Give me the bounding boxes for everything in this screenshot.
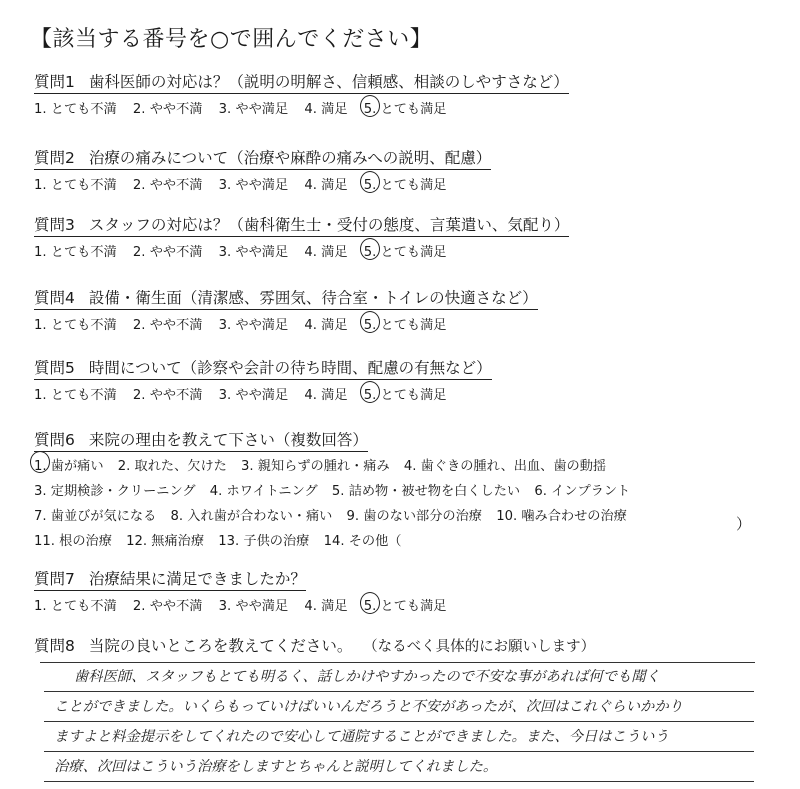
reason-2[interactable]: 2. 取れた、欠けた bbox=[117, 459, 227, 474]
reason-white-fillings[interactable]: 5. 詰め物・被せ物を白くしたい bbox=[331, 484, 521, 499]
option-2[interactable]: 2. やや不満 bbox=[132, 388, 203, 403]
reason-1-circled[interactable]: 1. 歯が痛い bbox=[34, 454, 104, 479]
question-8 bbox=[34, 634, 595, 656]
question-4 bbox=[34, 286, 538, 333]
question-text: 来院の理由を教えて下さい（複数回答） bbox=[88, 431, 368, 449]
option-4[interactable]: 4. 満足 bbox=[304, 318, 348, 333]
question-title bbox=[34, 213, 569, 237]
option-2[interactable]: 2. やや不満 bbox=[132, 102, 203, 117]
answer-options bbox=[34, 384, 492, 403]
reason-4[interactable]: 4. 歯ぐきの腫れ、出血、歯の動揺 bbox=[403, 459, 607, 474]
option-1[interactable]: 1. とても不満 bbox=[34, 388, 117, 403]
answer-options bbox=[34, 98, 569, 117]
reason-implant[interactable]: 6. インプラント bbox=[534, 484, 631, 499]
reason-children[interactable]: 13. 子供の治療 bbox=[218, 534, 310, 549]
answer-options bbox=[34, 174, 491, 193]
option-3[interactable]: 3. やや満足 bbox=[218, 178, 289, 193]
reason-row bbox=[34, 504, 640, 529]
option-5-circled[interactable]: 5. とても満足 bbox=[364, 595, 447, 614]
question-title bbox=[34, 70, 569, 94]
reason-root-canal[interactable]: 11. 根の治療 bbox=[34, 534, 112, 549]
question-2 bbox=[34, 146, 491, 193]
reason-row bbox=[34, 529, 640, 554]
reason-missing-teeth[interactable]: 9. 歯のない部分の治療 bbox=[346, 509, 482, 524]
answer-options bbox=[34, 241, 569, 260]
option-1[interactable]: 1. とても不満 bbox=[34, 245, 117, 260]
option-5-circled[interactable]: 5. とても満足 bbox=[364, 314, 447, 333]
question-number: 質問8 bbox=[34, 637, 75, 655]
reason-dentures[interactable]: 8. 入れ歯が合わない・痛い bbox=[170, 509, 333, 524]
option-4[interactable]: 4. 満足 bbox=[304, 178, 348, 193]
option-3[interactable]: 3. やや満足 bbox=[218, 102, 289, 117]
answer-line: ことができました。いくらもっていけばいいんだろうと不安があったが、次回はこれぐらいかかり bbox=[44, 692, 754, 722]
question-text: 歯科医師の対応は？（説明の明解さ、信頼感、相談のしやすさなど） bbox=[88, 73, 569, 91]
reason-3[interactable]: 3. 親知らずの腫れ・痛み bbox=[241, 459, 390, 474]
option-5-circled[interactable]: 5. とても満足 bbox=[364, 384, 447, 403]
option-5-circled[interactable]: 5. とても満足 bbox=[364, 241, 447, 260]
question-3 bbox=[34, 213, 569, 260]
other-close-paren: ） bbox=[736, 515, 752, 533]
question-number: 質問5 bbox=[34, 359, 75, 377]
question-title bbox=[34, 567, 306, 591]
question-7 bbox=[34, 567, 458, 614]
reason-options bbox=[34, 454, 640, 554]
option-4[interactable]: 4. 満足 bbox=[304, 102, 348, 117]
question-title bbox=[34, 146, 491, 170]
option-3[interactable]: 3. やや満足 bbox=[218, 388, 289, 403]
question-number: 質問6 bbox=[34, 431, 75, 449]
question-6 bbox=[34, 428, 640, 554]
question-1 bbox=[34, 70, 569, 117]
question-text: 時間について（診察や会計の待ち時間、配慮の有無など） bbox=[88, 359, 492, 377]
option-5-circled[interactable]: 5. とても満足 bbox=[364, 174, 447, 193]
option-3[interactable]: 3. やや満足 bbox=[218, 599, 289, 614]
option-2[interactable]: 2. やや不満 bbox=[132, 318, 203, 333]
handwritten-answer[interactable] bbox=[44, 662, 754, 782]
question-text: 設備・衛生面（清潔感、雰囲気、待合室・トイレの快適さなど） bbox=[88, 289, 538, 307]
question-text: 治療の痛みについて（治療や麻酔の痛みへの説明、配慮） bbox=[88, 149, 492, 167]
reason-bite[interactable]: 10. 噛み合わせの治療 bbox=[496, 509, 627, 524]
option-5-circled[interactable]: 5. とても満足 bbox=[364, 98, 447, 117]
answer-options bbox=[34, 595, 458, 614]
reason-other[interactable]: 14. その他（ bbox=[323, 534, 402, 549]
question-number: 質問4 bbox=[34, 289, 75, 307]
option-1[interactable]: 1. とても不満 bbox=[34, 178, 117, 193]
option-4[interactable]: 4. 満足 bbox=[304, 388, 348, 403]
question-5 bbox=[34, 356, 492, 403]
question-title bbox=[34, 428, 368, 452]
answer-line: 治療、次回はこういう治療をしますとちゃんと説明してくれました。 bbox=[44, 752, 754, 782]
option-2[interactable]: 2. やや不満 bbox=[132, 245, 203, 260]
question-number: 質問1 bbox=[34, 73, 75, 91]
question-title bbox=[34, 286, 538, 310]
question-text: スタッフの対応は？（歯科衛生士・受付の態度、言葉遣い、気配り） bbox=[88, 216, 570, 234]
question-number: 質問7 bbox=[34, 570, 75, 588]
question-number: 質問3 bbox=[34, 216, 75, 234]
question-number: 質問2 bbox=[34, 149, 75, 167]
reason-whitening[interactable]: 4. ホワイトニング bbox=[209, 484, 318, 499]
option-1[interactable]: 1. とても不満 bbox=[34, 599, 117, 614]
question-title bbox=[34, 634, 595, 656]
reason-row bbox=[34, 479, 640, 504]
reason-row bbox=[34, 454, 640, 479]
reason-painless[interactable]: 12. 無痛治療 bbox=[126, 534, 205, 549]
answer-line: 歯科医師、スタッフもとても明るく、話しかけやすかったので不安な事があれば何でも聞く bbox=[44, 662, 754, 692]
reason-checkup[interactable]: 3. 定期検診・クリーニング bbox=[34, 484, 196, 499]
question-note: （なるべく具体的にお願いします） bbox=[370, 639, 596, 655]
answer-line: ますよと料金提示をしてくれたので安心して通院することができました。また、今日はこういう bbox=[44, 722, 754, 752]
option-1[interactable]: 1. とても不満 bbox=[34, 102, 117, 117]
option-4[interactable]: 4. 満足 bbox=[304, 599, 348, 614]
answer-options bbox=[34, 314, 538, 333]
survey-heading: 【該当する番号を○で囲んでください】 bbox=[30, 27, 433, 52]
question-text: 治療結果に満足できましたか？ bbox=[88, 570, 306, 588]
question-text: 当院の良いところを教えてください。 bbox=[88, 637, 353, 655]
option-2[interactable]: 2. やや不満 bbox=[132, 599, 203, 614]
reason-alignment[interactable]: 7. 歯並びが気になる bbox=[34, 509, 157, 524]
option-3[interactable]: 3. やや満足 bbox=[218, 245, 289, 260]
option-1[interactable]: 1. とても不満 bbox=[34, 318, 117, 333]
option-3[interactable]: 3. やや満足 bbox=[218, 318, 289, 333]
option-4[interactable]: 4. 満足 bbox=[304, 245, 348, 260]
option-2[interactable]: 2. やや不満 bbox=[132, 178, 203, 193]
question-title bbox=[34, 356, 492, 380]
